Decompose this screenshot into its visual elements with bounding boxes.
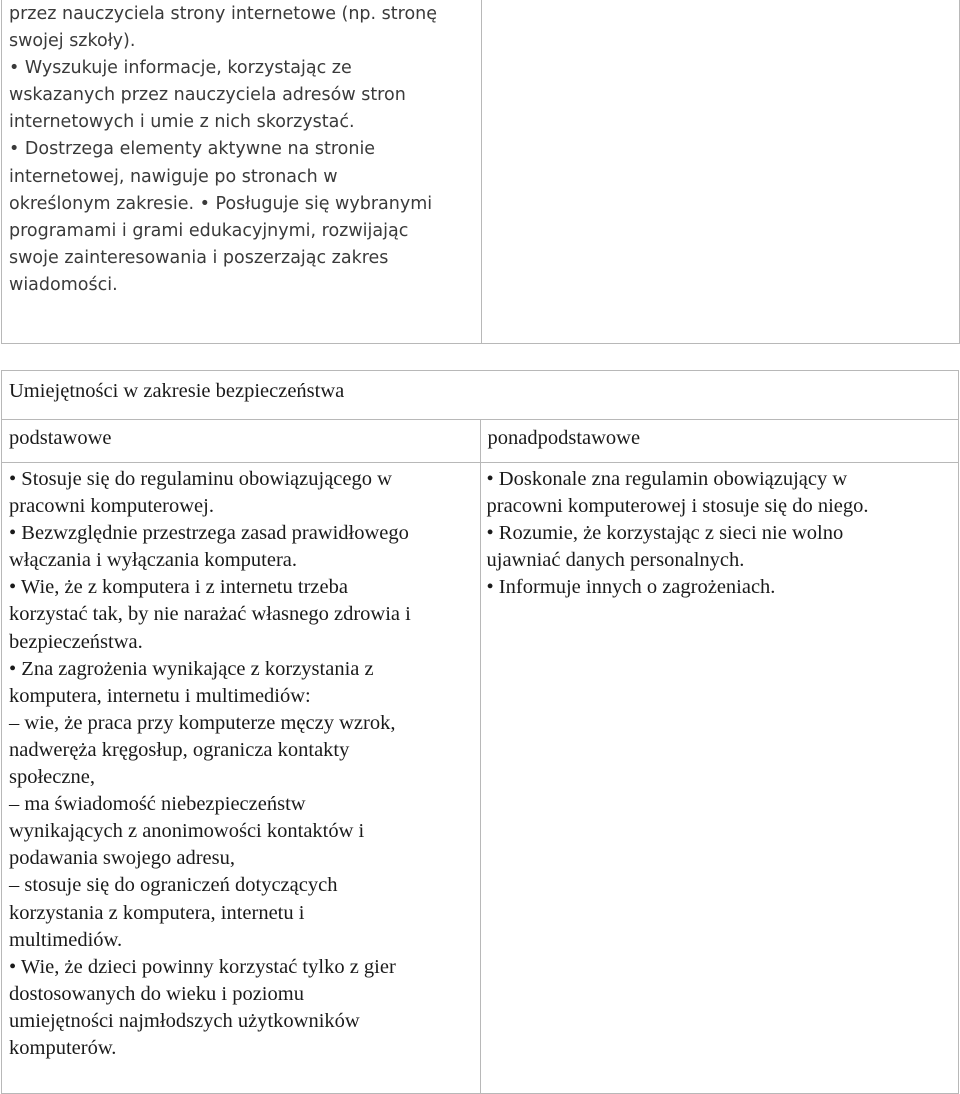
text-line: • Wyszukuje informacje, korzystając ze xyxy=(9,58,352,79)
section-title: Umiejętności w zakresie bezpieczeństwa xyxy=(2,371,959,420)
list-line: komputera, internetu i multimediów: xyxy=(9,684,311,707)
list-line: – ma świadomość niebezpieczeństw xyxy=(9,793,306,816)
text-line: programami i grami edukacyjnymi, rozwijając xyxy=(9,220,409,241)
column-header-basic: podstawowe xyxy=(2,420,481,463)
requirements-cell-basic xyxy=(2,0,482,344)
list-line: • Rozumie, że korzystając z sieci nie wolno xyxy=(486,522,844,545)
list-line: – stosuje się do ograniczeń dotyczących xyxy=(9,874,338,897)
list-line: pracowni komputerowej i stosuje się do niego. xyxy=(486,495,869,518)
advanced-skills-list xyxy=(481,463,959,601)
requirements-text xyxy=(2,0,481,299)
list-line: • Wie, że dzieci powinny korzystać tylko z gier xyxy=(9,955,396,978)
list-line: • Informuje innych o zagrożeniach. xyxy=(486,576,776,599)
list-line: • Stosuje się do regulaminu obowiązującego w xyxy=(9,468,392,490)
list-line: korzystać tak, by nie narażać własnego zdrowia i xyxy=(9,603,411,626)
list-line: • Zna zagrożenia wynikające z korzystania z xyxy=(9,657,374,680)
text-line: swojej szkoły). xyxy=(9,31,136,52)
text-line: internetowych i umie z nich skorzystać. xyxy=(9,112,355,133)
list-line: bezpieczeństwa. xyxy=(9,630,143,653)
list-line: komputerów. xyxy=(9,1036,117,1059)
requirements-table-continuation xyxy=(1,0,960,344)
text-line: wiadomości. xyxy=(9,274,118,295)
list-line: multimediów. xyxy=(9,928,123,951)
list-line: ujawniać danych personalnych. xyxy=(486,549,745,572)
list-line: • Bezwzględnie przestrzega zasad prawidłowego xyxy=(9,522,409,545)
requirements-cell-advanced-empty xyxy=(482,0,960,344)
text-line: internetowej, nawiguje po stronach w xyxy=(9,166,338,187)
basic-skills-list xyxy=(2,463,480,1062)
list-line: pracowni komputerowej. xyxy=(9,495,214,518)
list-line: – wie, że praca przy komputerze męczy wzrok, xyxy=(9,711,396,734)
column-header-advanced: ponadpodstawowe xyxy=(480,420,959,463)
list-line: wynikających z anonimowości kontaktów i xyxy=(9,820,365,843)
list-line: włączania i wyłączania komputera. xyxy=(9,549,297,572)
list-line: społeczne, xyxy=(9,766,95,789)
list-line: podawania swojego adresu, xyxy=(9,847,236,870)
text-line: swoje zainteresowania i poszerzając zakres xyxy=(9,247,389,268)
text-line: wskazanych przez nauczyciela adresów stron xyxy=(9,85,406,106)
list-line: umiejętności najmłodszych użytkowników xyxy=(9,1009,360,1032)
list-line: korzystania z komputera, internetu i xyxy=(9,901,305,924)
basic-skills-cell xyxy=(2,463,481,1094)
list-line: nadweręża kręgosłup, ogranicza kontakty xyxy=(9,738,350,761)
list-line: • Wie, że z komputera i z internetu trzeba xyxy=(9,576,348,599)
advanced-skills-cell xyxy=(480,463,959,1094)
list-line: • Doskonale zna regulamin obowiązujący w xyxy=(486,468,848,490)
text-line: • Dostrzega elementy aktywne na stronie xyxy=(9,139,376,160)
list-line: dostosowanych do wieku i poziomu xyxy=(9,982,304,1005)
text-line: określonym zakresie. • Posługuje się wybranymi xyxy=(9,193,433,214)
safety-skills-table xyxy=(1,370,959,1094)
text-line: przez nauczyciela strony internetowe (np. stronę xyxy=(9,4,438,24)
